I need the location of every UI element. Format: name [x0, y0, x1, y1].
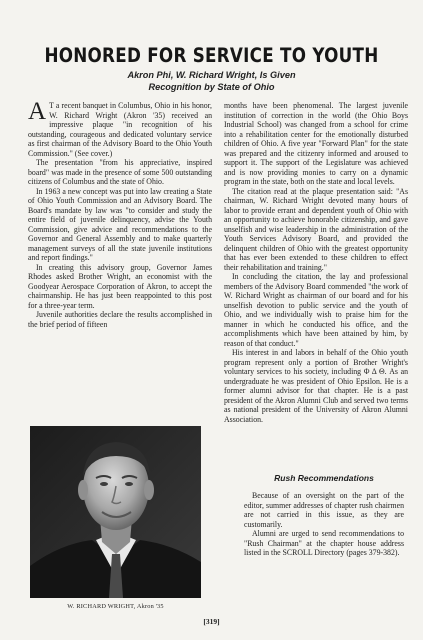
right-paragraph-2: The citation read at the plaque presentation said: "As chairman, W. Richard Wright devoted many hours of labor to provide errant and dependent youth of Ohio with an opportunity to achieve honorable citizenship, and gave unselfish and wise leadership in the administration of the Youth Services Advisory Board, and provided the delinquent children of Ohio with the greatest opportunity that has ever been extended to these children to effect their rehabilitation and training." — [224, 186, 408, 272]
left-paragraph-1-text: T a recent banquet in Columbus, Ohio in his honor, W. Richard Wright (Akron '35) received an impressive plaque "in recognition of his outstanding, courageous and dedicated voluntary service as first chairman of the Advisory Board to the Ohio Youth Commission." (See cover.) — [28, 101, 212, 158]
portrait-image — [30, 426, 201, 598]
subhead-line-1: Akron Phi, W. Richard Wright, Is Given — [127, 70, 296, 80]
subhead-line-2: Recognition by State of Ohio — [148, 82, 275, 92]
photo-caption: W. RICHARD WRIGHT, Akron '35 — [67, 603, 164, 610]
article-headline: HONORED FOR SERVICE TO YOUTH — [44, 44, 379, 67]
right-paragraph-3: In concluding the citation, the lay and professional members of the Advisory Board commended "the work of W. Richard Wright as chairman of our board and for his unselfish devotion to public service and the youth of Ohio, and we individually wish to praise him for the manner in which he conducted his office, and the accomplishments which have been attained by him, by reason of that conduct." — [224, 272, 408, 348]
portrait-photo — [30, 426, 201, 598]
right-paragraph-4: His interest in and labors in behalf of the Ohio youth program represent only a portion of Brother Wright's voluntary services to his society, including Φ Δ Θ. As an undergraduate he was president of Ohio Epsilon. He is a former alumni advisor for that chapter. He is a past president of the Akron Alumni Club and served two terms as national president of the University of Akron Alumni Association. — [224, 348, 408, 424]
left-paragraph-4: In creating this advisory group, Governor James Rhodes asked Brother Wright, an economist with the Goodyear Aerospace Corporation of Akron, to accept the chairmanship. He has just been reappointed to this post for a three-year term. — [28, 262, 212, 310]
page-number: [319] — [203, 617, 220, 626]
left-paragraph-2: The presentation "from his appreciative, inspired board" was made in the presence of some 500 outstanding citizens of Columbus and the state of Ohio. — [28, 158, 212, 186]
left-paragraph-1 — [28, 98, 212, 158]
right-paragraph-1: months have been phenomenal. The largest juvenile institution of correction in the world (the Ohio Boys Industrial School) was changed from a school for crime into a rehabilitation center for the emotionally disturbed children of Ohio. A five year "Forward Plan" for the state was prepared and the citizenry informed and aroused to support it. The support of the Legislature was achieved and is now providing monies to carry on a dynamic program in the state, both on the state and local levels. — [224, 101, 408, 186]
left-paragraph-5: Juvenile authorities declare the results accomplished in the brief period of fifteen — [28, 310, 212, 329]
rush-section-body — [244, 491, 404, 558]
right-column — [224, 101, 408, 424]
rush-paragraph-2: Alumni are urged to send recommendations to "Rush Chairman" at the chapter house address listed in the SCROLL Directory (pages 379-382). — [244, 529, 404, 557]
rush-section-title: Rush Recommendations — [274, 473, 374, 483]
rush-paragraph-1: Because of an oversight on the part of the editor, summer addresses of chapter rush chairmen are not carried in this issue, as they are customarily. — [244, 491, 404, 529]
left-column — [28, 98, 212, 329]
drop-cap: A — [28, 98, 47, 125]
article-subhead — [0, 69, 423, 93]
left-paragraph-3: In 1963 a new concept was put into law creating a State of Ohio Youth Commission and an Advisory Board. The Board's mandate by law was "to consider and study the entire field of juvenile delinquency, advise the Youth Commission, give advice and recommendations to the Governor and General Assembly and to make quarterly management surveys of all the state juvenile institutions and report findings." — [28, 186, 212, 262]
